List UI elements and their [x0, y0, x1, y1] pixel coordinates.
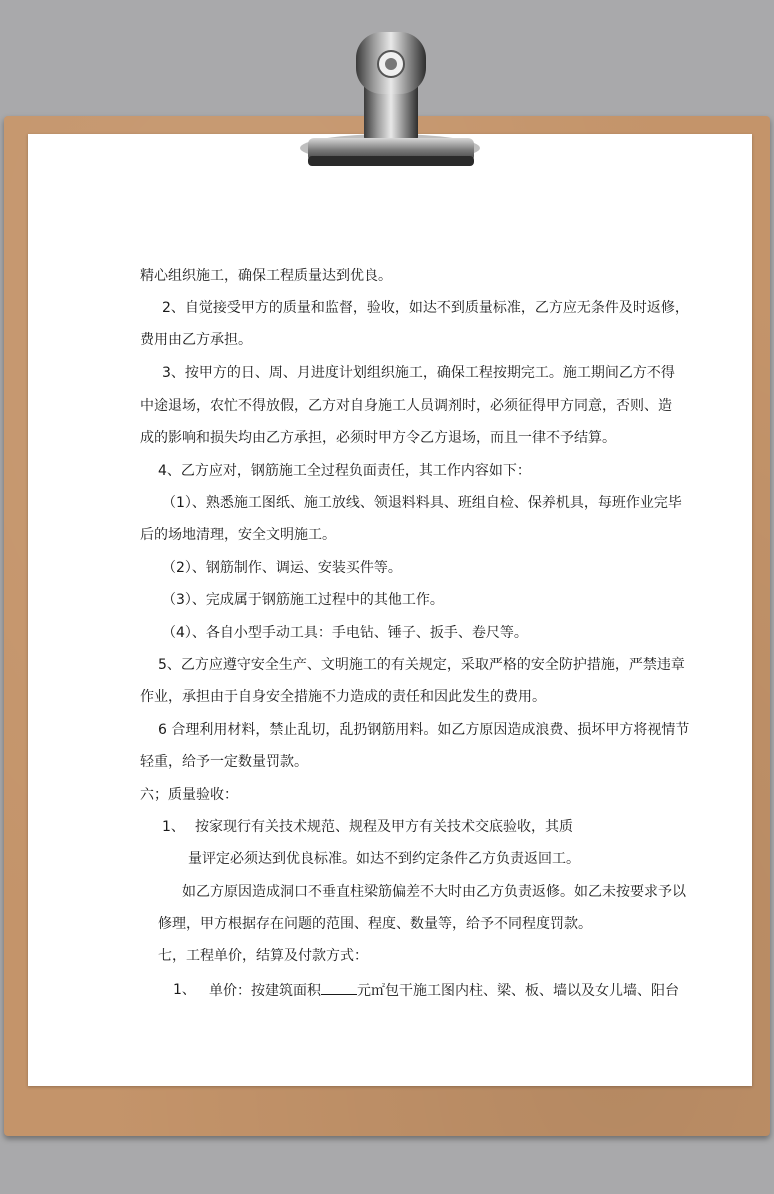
doc-line: 成的影响和损失均由乙方承担，必须时甲方令乙方退场，而且一律不予结算。 — [140, 430, 616, 446]
section-heading: 六；质量验收： — [140, 787, 238, 803]
list-number: 1、 — [173, 982, 196, 998]
doc-line: （3）、完成属于钢筋施工过程中的其他工作。 — [162, 592, 444, 608]
doc-line: 6 合理利用材料，禁止乱切，乱扔钢筋用料。如乙方原因造成浪费、损坏甲方将视情节 — [158, 722, 690, 738]
doc-line: 后的场地清理，安全文明施工。 — [140, 527, 336, 543]
doc-line: 轻重，给予一定数量罚款。 — [140, 754, 308, 770]
doc-line: 量评定必须达到优良标准。如达不到约定条件乙方负责返回工。 — [188, 851, 580, 867]
doc-line: 5、乙方应遵守安全生产、文明施工的有关规定，采取严格的安全防护措施，严禁违章 — [158, 657, 685, 673]
blank-field — [321, 980, 357, 995]
doc-line: 4、乙方应对，钢筋施工全过程负面责任，其工作内容如下： — [158, 463, 531, 479]
doc-line: （4）、各自小型手动工具：手电钻、锤子、扳手、卷尺等。 — [162, 625, 528, 641]
doc-line: 3、按甲方的日、周、月进度计划组织施工，确保工程按期完工。施工期间乙方不得 — [162, 365, 675, 381]
list-number: 1、 — [162, 819, 185, 835]
doc-line: （2）、钢筋制作、调运、安装买件等。 — [162, 560, 402, 576]
unit-price-text-before: 单价：按建筑面积 — [209, 983, 321, 999]
doc-line: 作业，承担由于自身安全措施不力造成的责任和因此发生的费用。 — [140, 689, 546, 705]
doc-line: 费用由乙方承担。 — [140, 332, 252, 348]
doc-line: 修理，甲方根据存在问题的范围、程度、数量等，给予不同程度罚款。 — [158, 916, 592, 932]
doc-line: 精心组织施工，确保工程质量达到优良。 — [140, 268, 392, 284]
section-heading: 七，工程单价，结算及付款方式： — [158, 948, 368, 964]
doc-line: 中途退场，农忙不得放假，乙方对自身施工人员调剂时，必须征得甲方同意，否则、造 — [140, 398, 672, 414]
binder-clip-icon — [290, 28, 480, 178]
doc-line: （1）、熟悉施工图纸、施工放线、领退料料具、班组自检、保养机具，每班作业完毕 — [162, 495, 682, 511]
unit-price-line — [209, 980, 679, 1001]
doc-line: 按家现行有关技术规范、规程及甲方有关技术交底验收，其质 — [195, 819, 573, 835]
doc-line: 2、自觉接受甲方的质量和监督，验收，如达不到质量标准，乙方应无条件及时返修， — [162, 300, 689, 316]
doc-line: 如乙方原因造成洞口不垂直柱梁筋偏差不大时由乙方负责返修。如乙未按要求予以 — [182, 884, 686, 900]
unit-price-text-after: 元㎡包干施工图内柱、梁、板、墙以及女儿墙、阳台 — [357, 983, 679, 999]
